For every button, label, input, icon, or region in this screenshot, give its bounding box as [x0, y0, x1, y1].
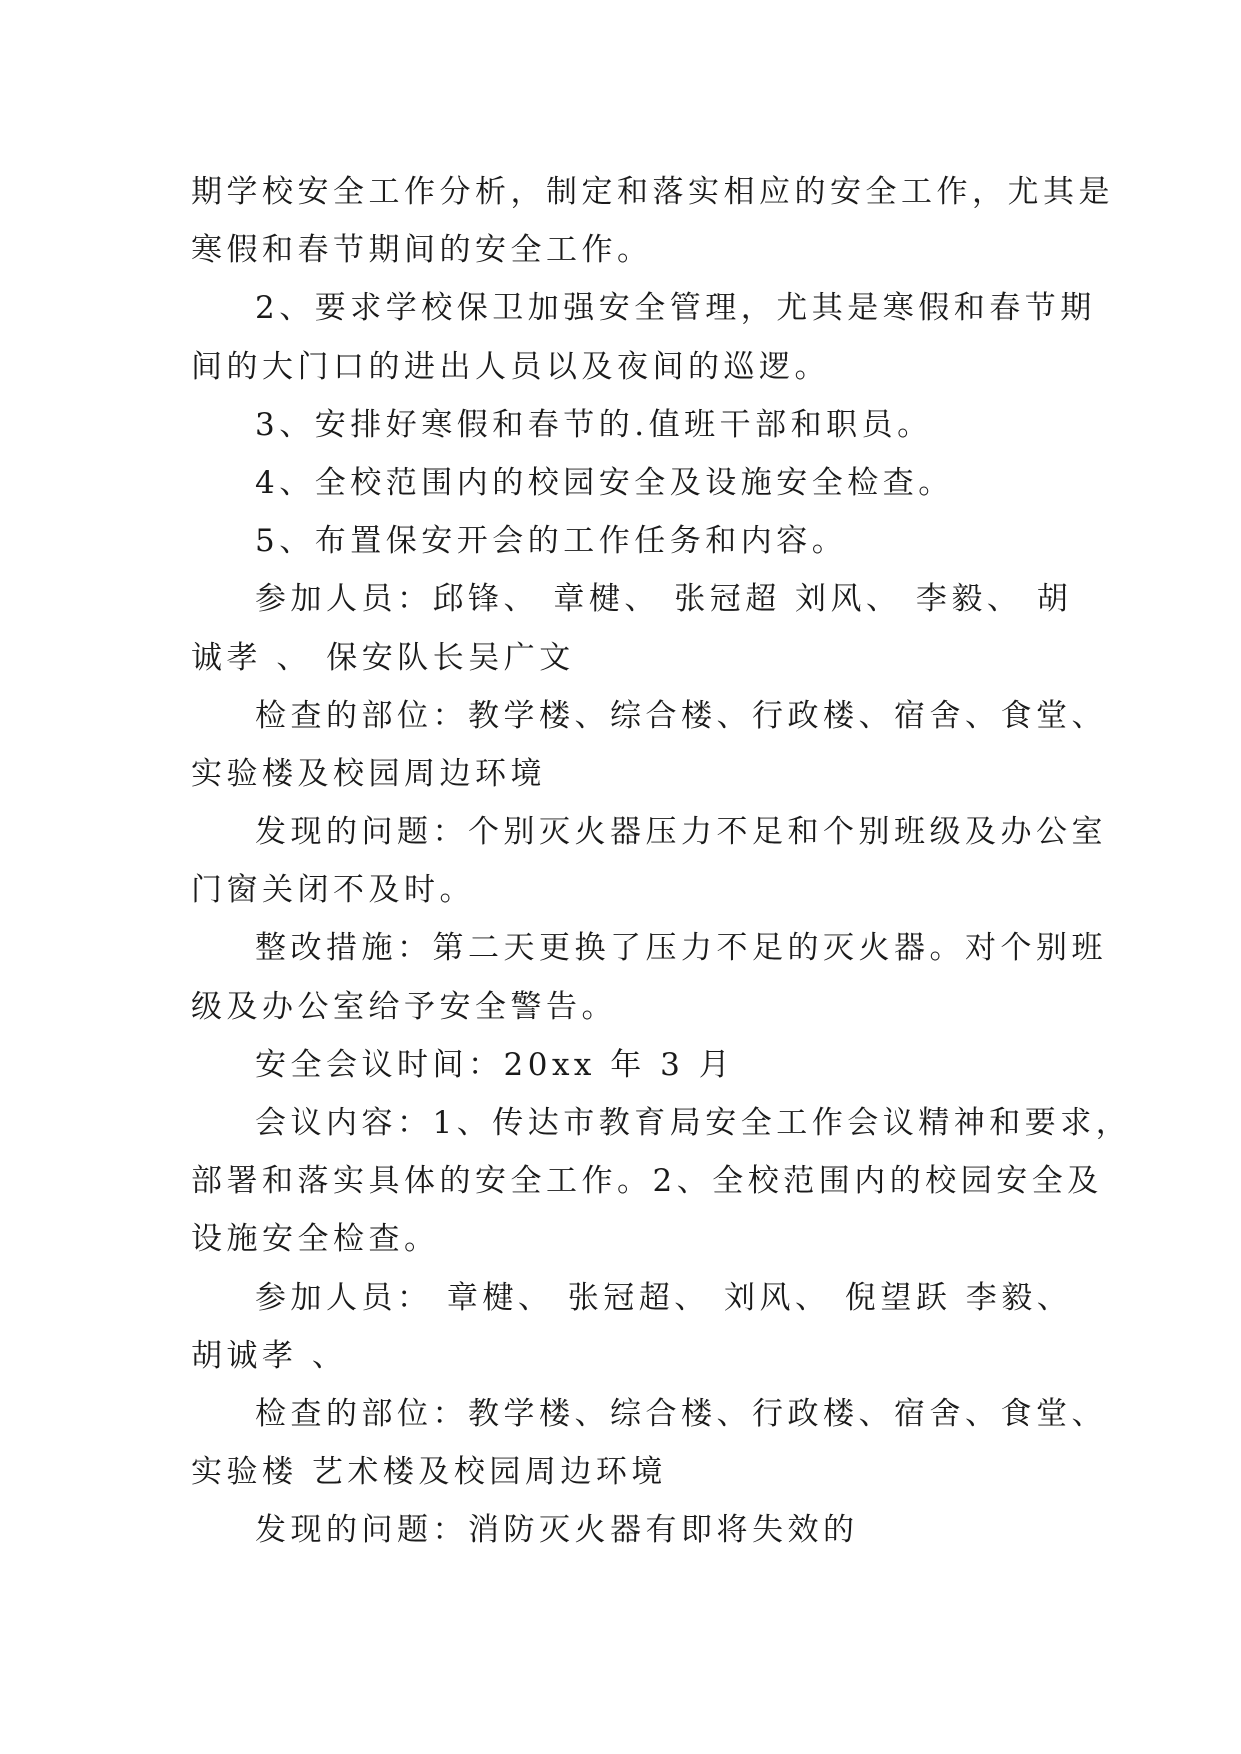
text-line: 参加人员：邱锋、 章楗、 张冠超 刘风、 李毅、 胡 — [255, 581, 1073, 618]
text-line: 安全会议时间：20xx 年 3 月 — [255, 1046, 735, 1083]
text-line: 3、安排好寒假和春节的.值班干部和职员。 — [255, 406, 933, 443]
document-body — [191, 163, 1132, 1560]
text-line: 期学校安全工作分析，制定和落实相应的安全工作，尤其是 — [191, 174, 1114, 210]
text-line: 诚孝 、 保安队长吴广文 — [191, 639, 575, 676]
text-line: 实验楼 艺术楼及校园周边环境 — [191, 1454, 667, 1491]
text-line: 部署和落实具体的安全工作。2、全校范围内的校园安全及 — [191, 1163, 1103, 1200]
text-line: 级及办公室给予安全警告。 — [191, 988, 617, 1025]
text-line: 2、要求学校保卫加强安全管理，尤其是寒假和春节期 — [255, 290, 1096, 327]
text-line: 4、全校范围内的校园安全及设施安全检查。 — [255, 464, 954, 501]
text-line: 参加人员： 章楗、 张冠超、 刘风、 倪望跃 李毅、 — [255, 1279, 1073, 1316]
text-line: 发现的问题：个别灭火器压力不足和个别班级及办公室 — [255, 814, 1107, 851]
text-line: 整改措施：第二天更换了压力不足的灭火器。对个别班 — [255, 930, 1107, 967]
text-line: 胡诚孝 、 — [191, 1337, 348, 1374]
text-line: 寒假和春节期间的安全工作。 — [191, 232, 653, 269]
text-line: 会议内容：1、传达市教育局安全工作会议精神和要求， — [255, 1105, 1132, 1141]
text-line: 门窗关闭不及时。 — [191, 872, 475, 909]
text-line: 发现的问题：消防灭火器有即将失效的 — [255, 1512, 859, 1549]
text-line: 设施安全检查。 — [191, 1221, 440, 1258]
text-line: 检查的部位：教学楼、综合楼、行政楼、宿舍、食堂、 — [255, 1395, 1107, 1432]
text-line: 间的大门口的进出人员以及夜间的巡逻。 — [191, 348, 830, 385]
text-line: 实验楼及校园周边环境 — [191, 755, 546, 792]
text-line: 5、布置保安开会的工作任务和内容。 — [255, 523, 848, 560]
text-line: 检查的部位：教学楼、综合楼、行政楼、宿舍、食堂、 — [255, 697, 1107, 734]
